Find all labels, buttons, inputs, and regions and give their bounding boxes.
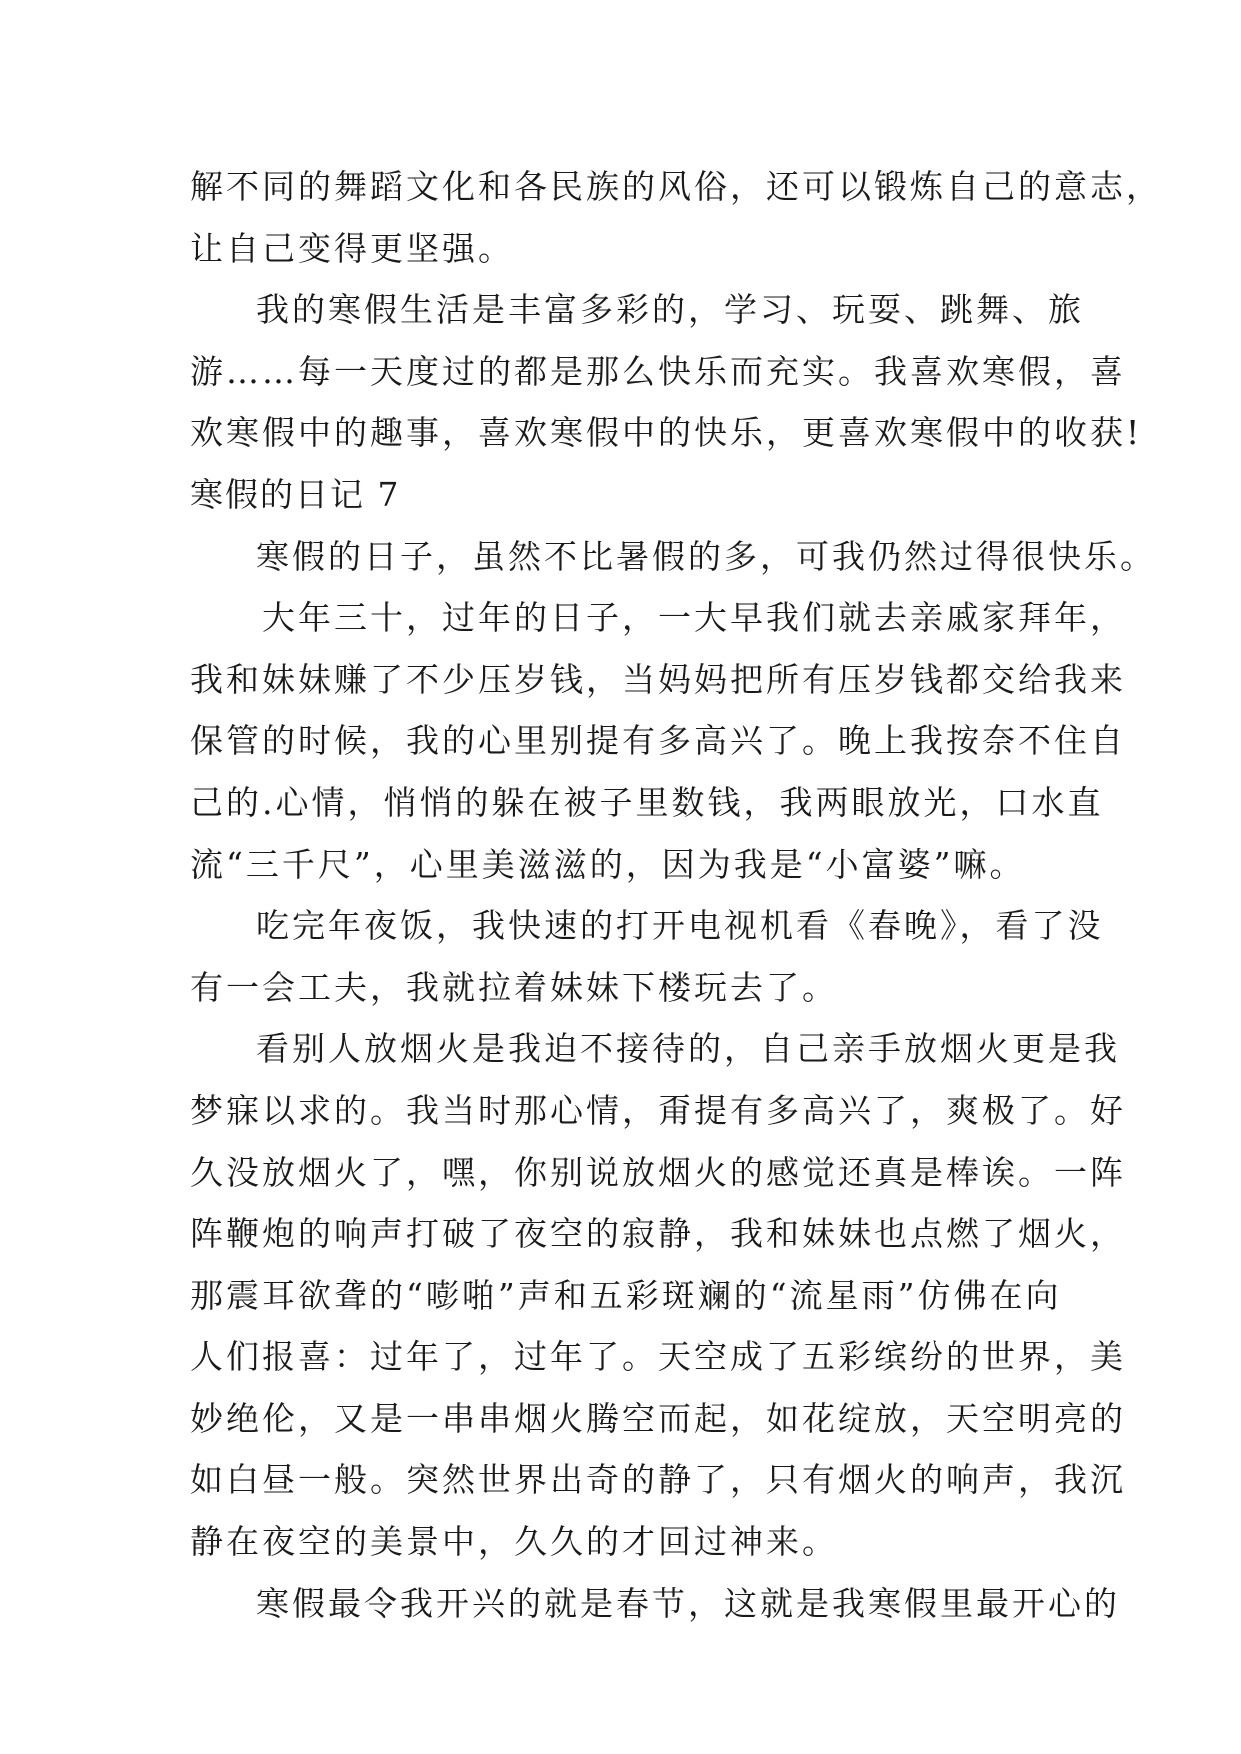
text-line: 解不同的舞蹈文化和各民族的风俗，还可以锻炼自己的意志， (190, 167, 1162, 206)
text-line: 人们报喜：过年了，过年了。天空成了五彩缤纷的世界，美 (190, 1337, 1126, 1377)
text-line: 有一会工夫，我就拉着妹妹下楼玩去了。 (190, 967, 838, 1007)
text-line: 那震耳欲聋的“嘭啪”声和五彩斑斓的“流星雨”仿佛在向 (190, 1275, 1062, 1315)
paragraph-start-line: 寒假最令我开兴的就是春节，这就是我寒假里最开心的 (256, 1583, 1120, 1623)
text-line: 我和妹妹赚了不少压岁钱，当妈妈把所有压岁钱都交给我来 (190, 659, 1126, 699)
text-line: 己的.心情，悄悄的躲在被子里数钱，我两眼放光，口水直 (190, 782, 1104, 822)
text-line: 妙绝伦，又是一串串烟火腾空而起，如花绽放，天空明亮的 (190, 1398, 1126, 1438)
paragraph-start-line: 我的寒假生活是丰富多彩的，学习、玩耍、跳舞、旅 (256, 290, 1084, 330)
paragraph-start-line: 看别人放烟火是我迫不接待的，自己亲手放烟火更是我 (256, 1029, 1120, 1069)
section-heading: 寒假的日记 7 (190, 474, 401, 514)
paragraph-start-line: 寒假的日子，虽然不比暑假的多，可我仍然过得很快乐。 (256, 536, 1156, 576)
paragraph-start-line: 吃完年夜饭，我快速的打开电视机看《春晚》，看了没 (256, 906, 1104, 946)
text-line: 让自己变得更坚强。 (190, 228, 514, 268)
text-line: 久没放烟火了，嘿，你别说放烟火的感觉还真是棒诶。一阵 (190, 1152, 1126, 1192)
text-line: 欢寒假中的趣事，喜欢寒假中的快乐，更喜欢寒假中的收获! (190, 413, 1143, 453)
text-line: 如白昼一般。突然世界出奇的静了，只有烟火的响声，我沉 (190, 1460, 1126, 1500)
text-line: 阵鞭炮的响声打破了夜空的寂静，我和妹妹也点燃了烟火， (190, 1214, 1126, 1254)
text-line: 梦寐以求的。我当时那心情，甭提有多高兴了，爽极了。好 (190, 1090, 1126, 1130)
text-line: 流“三千尺”，心里美滋滋的，因为我是“小富婆”嘛。 (190, 844, 1026, 884)
text-line: 保管的时候，我的心里别提有多高兴了。晚上我按奈不住自 (190, 721, 1126, 761)
text-line: 游……每一天度过的都是那么快乐而充实。我喜欢寒假，喜 (190, 351, 1126, 391)
document-body (190, 156, 1162, 1634)
paragraph-start-line: 大年三十，过年的日子，一大早我们就去亲戚家拜年， (262, 598, 1126, 638)
text-line: 静在夜空的美景中，久久的才回过神来。 (190, 1522, 838, 1562)
